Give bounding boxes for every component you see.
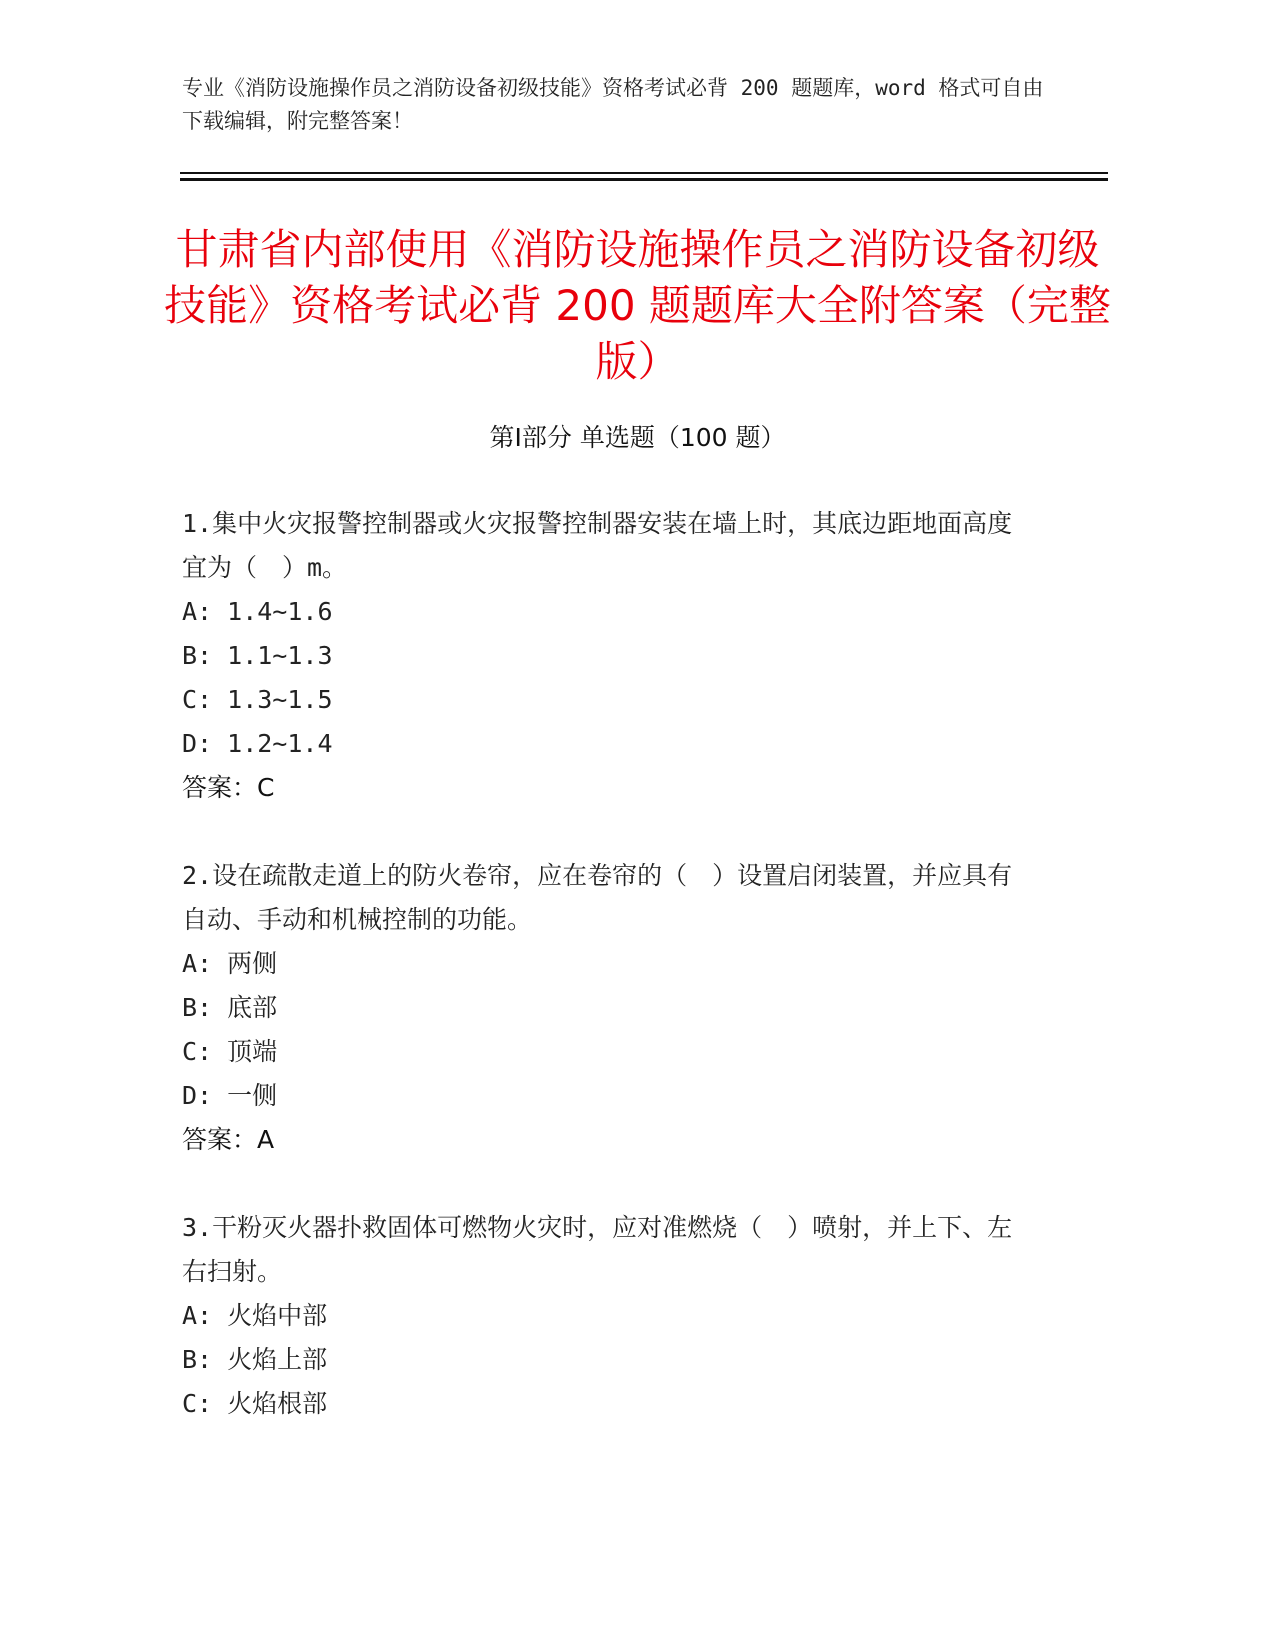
option-d: D: 一侧 <box>182 1081 278 1110</box>
question-stem: 1.集中火灾报警控制器或火灾报警控制器安装在墙上时，其底边距地面高度宜为（ ）m。 <box>182 509 1013 582</box>
option-b: B: 底部 <box>182 993 278 1022</box>
option-c: C: 1.3~1.5 <box>182 685 333 714</box>
document-title: 甘肃省内部使用《消防设施操作员之消防设备初级技能》资格考试必背 200 题题库大全附答案（完整版） <box>164 225 1111 386</box>
document-header-note: 专业《消防设施操作员之消防设备初级技能》资格考试必背 200 题题库，word 格式可自由下载编辑，附完整答案！ <box>182 76 1044 133</box>
section-heading: 第Ⅰ部分 单选题（100 题） <box>489 423 786 452</box>
option-c: C: 火焰根部 <box>182 1389 328 1418</box>
option-d: D: 1.2~1.4 <box>182 729 333 758</box>
option-a: A: 两侧 <box>182 949 278 978</box>
question-stem: 2.设在疏散走道上的防火卷帘，应在卷帘的（ ）设置启闭装置，并应具有自动、手动和机械控制的功能。 <box>182 861 1013 934</box>
option-a: A: 1.4~1.6 <box>182 597 333 626</box>
question-answer: 答案：C <box>182 773 275 802</box>
header-divider-thin <box>180 172 1108 174</box>
option-c: C: 顶端 <box>182 1037 278 1066</box>
question-2 <box>182 854 1032 1162</box>
option-b: B: 1.1~1.3 <box>182 641 333 670</box>
question-list <box>182 502 1032 1470</box>
question-stem: 3.干粉灭火器扑救固体可燃物火灾时，应对准燃烧（ ）喷射，并上下、左右扫射。 <box>182 1213 1013 1286</box>
question-3 <box>182 1206 1032 1426</box>
option-b: B: 火焰上部 <box>182 1345 328 1374</box>
question-1 <box>182 502 1032 810</box>
option-a: A: 火焰中部 <box>182 1301 328 1330</box>
header-divider-thick <box>180 178 1108 181</box>
question-answer: 答案：A <box>182 1125 275 1154</box>
